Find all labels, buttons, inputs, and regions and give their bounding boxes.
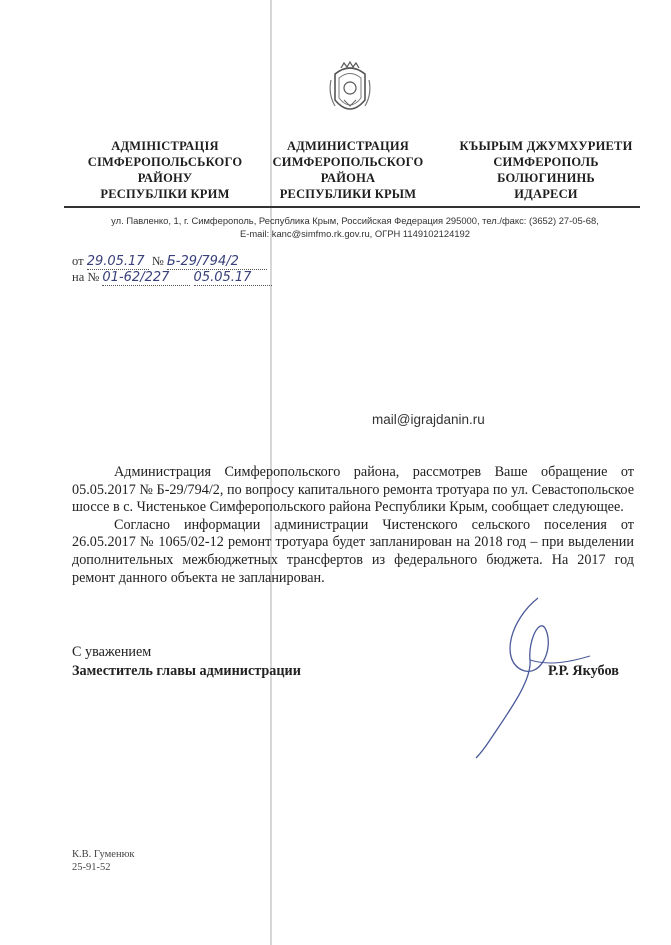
signer-name: Р.Р. Якубов: [548, 663, 619, 679]
body-paragraph: Администрация Симферопольского района, рассмотрев Ваше обращение от 05.05.2017 № Б-29/794/2, по вопросу капитального ремонта тротуара по ул. Севастопольское шоссе в с. Чистенькое Симферопольского района Республики Крым, сообщает следующее.: [72, 464, 634, 516]
outgoing-date: 29.05.17: [87, 254, 149, 270]
recipient-email: mail@igrajdanin.ru: [372, 412, 485, 427]
from-label: от: [72, 254, 84, 268]
closing-greeting: С уважением: [72, 644, 152, 660]
body-paragraph: Согласно информации администрации Чистенского сельского поселения от 26.05.2017 № 1065/02-12 ремонт тротуара будет запланирован на 2018 год – при выделении дополнительных межбюджетных трансфертов из федерального бюджета. На 2017 год ремонт данного объекта не запланирован.: [72, 516, 634, 586]
outgoing-number: Б-29/794/2: [167, 254, 267, 270]
executor-block: [72, 848, 135, 874]
registration-line-reference: [72, 270, 272, 286]
header-crh-line: СИМФЕРОПОЛЬ: [493, 155, 599, 169]
header-ukrainian-block: [60, 138, 270, 202]
address-block: [60, 214, 650, 240]
header-ua-line: АДМІНІСТРАЦІЯ: [111, 139, 219, 153]
header-ru-line: РАЙОНА: [320, 171, 376, 185]
header-russian-block: [258, 138, 438, 202]
header-ua-line: СІМФЕРОПОЛЬСЬКОГО: [87, 155, 243, 169]
executor-phone: 25-91-52: [72, 862, 111, 873]
registration-line-outgoing: [72, 254, 267, 270]
number-label: №: [151, 254, 164, 268]
header-crimean-tatar-block: [448, 138, 644, 202]
header-ua-line: РЕСПУБЛІКИ КРИМ: [100, 187, 230, 201]
reference-number: 01-62/227: [102, 270, 190, 286]
header-ua-line: РАЙОНУ: [137, 171, 193, 185]
header-ru-line: АДМИНИСТРАЦИЯ: [286, 139, 410, 153]
header-ru-line: РЕСПУБЛИКИ КРЫМ: [279, 187, 417, 201]
ref-label: на №: [72, 270, 100, 284]
crimea-coat-of-arms-icon: [327, 60, 373, 120]
executor-name: К.В. Гуменюк: [72, 849, 135, 860]
header-crh-line: БОЛЮГИНИНЬ: [497, 171, 595, 185]
address-line: ул. Павленко, 1, г. Симферополь, Республика Крым, Российская Федерация 295000, тел./факс: (3652) 27-05-68,: [111, 215, 599, 226]
header-divider: [64, 206, 640, 208]
header-crh-line: ИДАРЕСИ: [514, 187, 578, 201]
header-ru-line: СИМФЕРОПОЛЬСКОГО: [272, 155, 424, 169]
signer-title: Заместитель главы администрации: [72, 663, 301, 679]
header-crh-line: КЪЫРЫМ ДЖУМХУРИЕТИ: [459, 139, 633, 153]
reference-date: 05.05.17: [194, 270, 272, 286]
contact-line: E-mail: kanc@simfmo.rk.gov.ru, ОГРН 1149102124192: [240, 228, 470, 239]
letter-body: [72, 464, 634, 587]
